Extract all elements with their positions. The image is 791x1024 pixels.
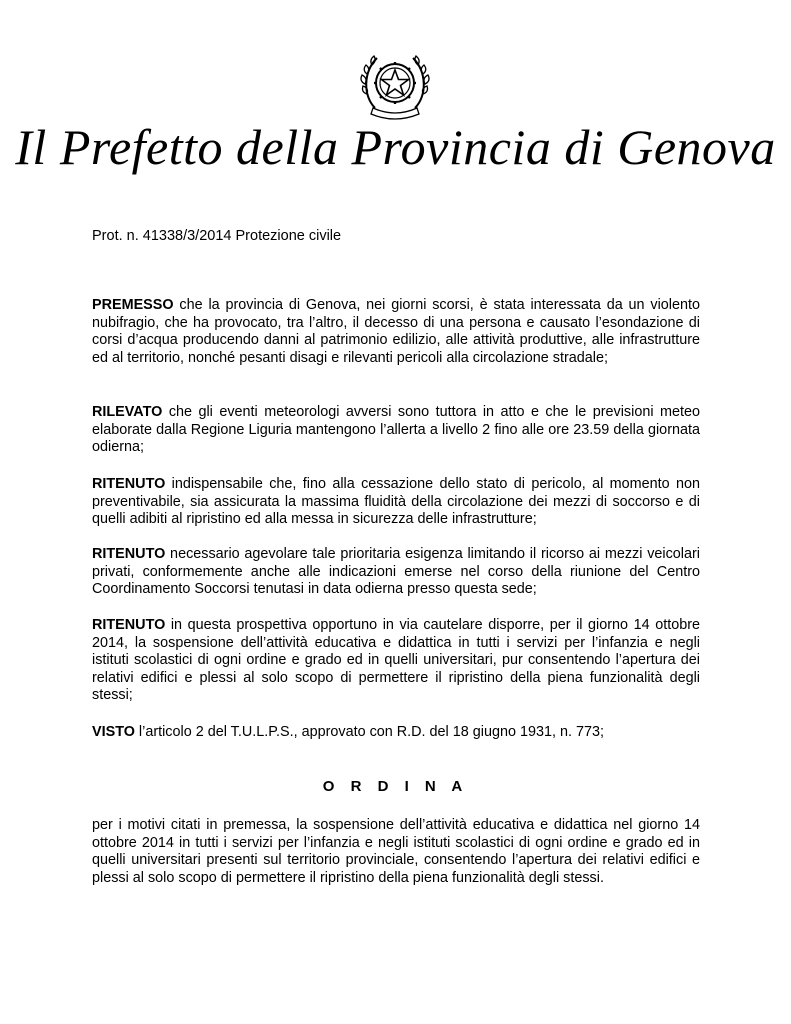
paragraph-keyword: RILEVATO xyxy=(92,404,163,420)
paragraph-text: indispensabile che, fino alla cessazione dello stato di pericolo, al momento non preventivabile, sia assicurata la massima fluidità della circolazione dei mezzi di soccorso e di quelli adibiti al ripristino ed alla messa in sicurezza delle infrastrutture; xyxy=(92,476,700,528)
paragraph-text: l’articolo 2 del T.U.L.P.S., approvato con R.D. del 18 giugno 1931, n. 773; xyxy=(134,724,604,740)
paragraph-keyword: RITENUTO xyxy=(92,476,166,492)
paragraph-text: necessario agevolare tale prioritaria esigenza limitando il ricorso ai mezzi veicolari privati, conformemente anche alle indicazioni emerse nel corso della riunione del Centro Coordinamento Soccorsi tenutasi in data odierna presso questa sede; xyxy=(92,546,700,598)
paragraph-text: che gli eventi meteorologi avversi sono tuttora in atto e che le previsioni meteo elaborate dalla Regione Liguria mantengono l’allerta a livello 2 fino alle ore 23.59 della giornata odierna; xyxy=(92,404,700,456)
ordina-heading: O R D I N A xyxy=(322,778,469,795)
ordinance-text: per i motivi citati in premessa, la sospensione dell’attività educativa e didattica nel giorno 14 ottobre 2014 in tutti i servizi per l’infanzia e negli istituti scolastici di ogni ordine e grado ed in quelli universitari presenti sul territorio provinciale, consentendo l’apertura dei relativi edifici e plessi al solo scopo di permettere il ripristino della piena funzionalità degli stessi. xyxy=(92,817,700,886)
prefetto-heading: Il Prefetto della Provincia di Genova xyxy=(15,119,776,175)
paragraph-rilevato xyxy=(92,404,700,457)
paragraph-ritenuto-1 xyxy=(92,476,700,529)
paragraph-premesso xyxy=(92,297,700,367)
paragraph-text: che la provincia di Genova, nei giorni scorsi, è stata interessata da un violento nubifragio, che ha provocato, tra l’altro, il decesso di una persona e causato l’esondazione di corsi d’acqua producendo danni al patrimonio edilizio, alle attività produttive, alle infrastrutture ed al territorio, nonché pesanti disagi e rilevanti pericoli alla circolazione stradale; xyxy=(92,297,700,366)
italian-republic-emblem-icon xyxy=(357,46,433,122)
paragraph-keyword: VISTO xyxy=(92,724,135,740)
paragraph-keyword: RITENUTO xyxy=(92,546,166,562)
paragraph-ritenuto-2 xyxy=(92,546,700,599)
paragraph-text: in questa prospettiva opportuno in via cautelare disporre, per il giorno 14 ottobre 2014, la sospensione dell’attività educativa e didattica in tutti i servizi per l’infanzia e negli istituti scolastici di ogni ordine e grado ed in quelli universitari, pur consentendo l’apertura dei relativi edifici e plessi al solo scopo di permettere il ripristino della piena funzionalità degli stessi; xyxy=(92,617,700,704)
paragraph-ritenuto-3 xyxy=(92,617,700,705)
protocol-number: Prot. n. 41338/3/2014 Protezione civile xyxy=(92,228,342,244)
paragraph-keyword: PREMESSO xyxy=(92,297,174,313)
paragraph-visto xyxy=(92,724,700,742)
paragraph-keyword: RITENUTO xyxy=(92,617,166,633)
